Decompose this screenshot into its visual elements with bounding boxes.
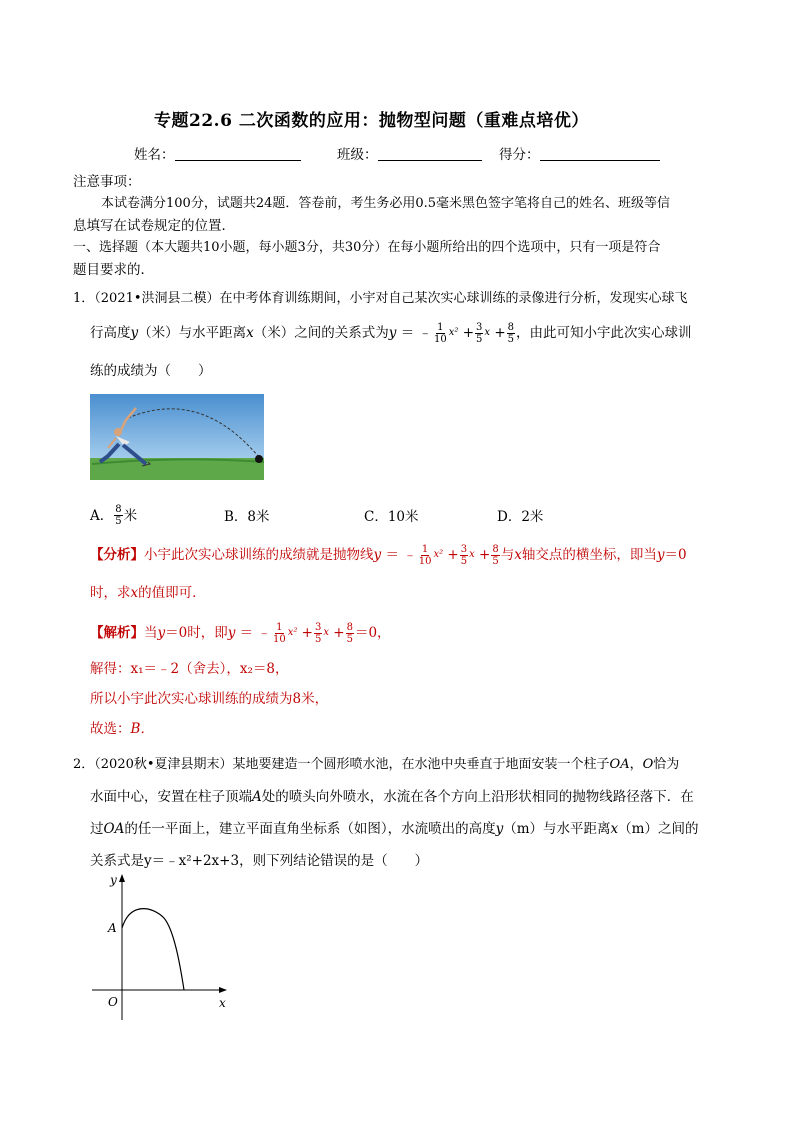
y-axis-arrow bbox=[119, 874, 125, 882]
score-field bbox=[499, 146, 660, 164]
q1-formula: y ＝ ﹣ $\frac{1}{10}$ x² + $\frac{3}{5}$ x + $\frac{8}{5}$ bbox=[388, 321, 514, 345]
score-label: 得分： bbox=[499, 147, 540, 163]
name-blank[interactable] bbox=[175, 146, 301, 161]
point-a-label: A bbox=[108, 921, 117, 935]
notice-line-1: 本试卷满分100分，试题共24题．答卷前，考生务必用0.5毫米黑色签字笔将自己的姓名、班级等信 bbox=[101, 196, 671, 211]
q1-option-d[interactable]: D．2米 bbox=[497, 509, 544, 525]
y-axis-label: y bbox=[110, 873, 117, 887]
x-axis-arrow bbox=[219, 987, 227, 993]
q1-option-c[interactable]: C．10米 bbox=[364, 509, 419, 525]
page-title: 专题22.6 二次函数的应用：抛物型问题（重难点培优） bbox=[154, 111, 589, 131]
q1-line-3: 练的成绩为（ ） bbox=[90, 363, 212, 379]
class-blank[interactable] bbox=[378, 146, 482, 161]
class-field bbox=[337, 146, 482, 164]
name-label: 姓名： bbox=[134, 147, 175, 163]
analysis-tag: 【分析】 bbox=[90, 547, 144, 563]
origin-label: O bbox=[108, 995, 118, 1009]
q2-line-2: 水面中心，安置在柱子顶端A处的喷头向外喷水，水流在各个方向上沿形状相同的抛物线路径落下．在 bbox=[90, 789, 694, 805]
x-axis-label: x bbox=[219, 996, 226, 1010]
notice-line-2: 息填写在试卷规定的位置． bbox=[73, 218, 235, 234]
q1-line-1: 1．（2021•洪洞县二模）在中考体育训练期间，小宇对自己某次实心球训练的录像进行分析，发现实心球飞 bbox=[73, 291, 688, 306]
q1-option-b[interactable]: B．8米 bbox=[224, 509, 270, 525]
shot-put-image bbox=[90, 394, 264, 480]
q1-solution-line-1: 【解析】 当 y ＝0时，即 y ＝ ﹣ $\frac{1}{10}$ x² + $\frac{3}{5}$ x + $\frac{8}{5}$ ＝0， bbox=[90, 621, 391, 645]
fountain-parabola-graph bbox=[90, 872, 240, 1024]
q1-analysis-line-1: 【分析】 小宇此次实心球训练的成绩就是抛物线 y ＝ ﹣ $\frac{1}{10}$ x² + $\frac{3}{5}$ x + $\frac{8}{5}$ 与 x 轴交点的横坐标，即当 y ＝0 bbox=[90, 543, 687, 567]
q1-solution-line-3: 所以小宇此次实心球训练的成绩为8米， bbox=[90, 691, 329, 707]
q1-option-a[interactable]: A． $\frac{8}{5}$ 米 bbox=[90, 504, 138, 527]
q1-analysis-line-2: 时，求x的值即可． bbox=[90, 585, 206, 601]
q1-solution-line-4: 故选：B． bbox=[90, 721, 154, 737]
solution-tag: 【解析】 bbox=[90, 625, 144, 641]
q2-line-1: 2．（2020秋•夏津县期末）某地要建造一个圆形喷水池，在水池中央垂直于地面安装一个柱子OA，O恰为 bbox=[73, 757, 680, 772]
parabola-curve bbox=[122, 909, 184, 990]
q1-solution-line-2: 解得：x₁＝﹣2（舍去），x₂＝8， bbox=[90, 661, 289, 677]
score-blank[interactable] bbox=[540, 146, 660, 161]
name-field bbox=[134, 146, 301, 164]
q2-line-3: 过OA的任一平面上，建立平面直角坐标系（如图），水流喷出的高度y（m）与水平距离x（m）之间的 bbox=[90, 821, 699, 837]
class-label: 班级： bbox=[337, 147, 378, 163]
section-heading-line-2: 题目要求的． bbox=[73, 262, 154, 278]
q2-line-4: 关系式是y＝﹣x²+2x+3，则下列结论错误的是（ ） bbox=[90, 853, 429, 869]
notice-heading: 注意事项： bbox=[73, 174, 141, 190]
q1-line-2: 行高度 y （米）与水平距离 x （米）之间的关系式为 y ＝ ﹣ $\frac{1}{10}$ x² + $\frac{3}{5}$ x + $\frac{8}{5}$ ，由此可知小宇此次实心球训 bbox=[90, 321, 692, 345]
section-heading-line-1: 一、选择题（本大题共10小题，每小题3分，共30分）在每小题所给出的四个选项中，只有一项是符合 bbox=[73, 240, 661, 255]
